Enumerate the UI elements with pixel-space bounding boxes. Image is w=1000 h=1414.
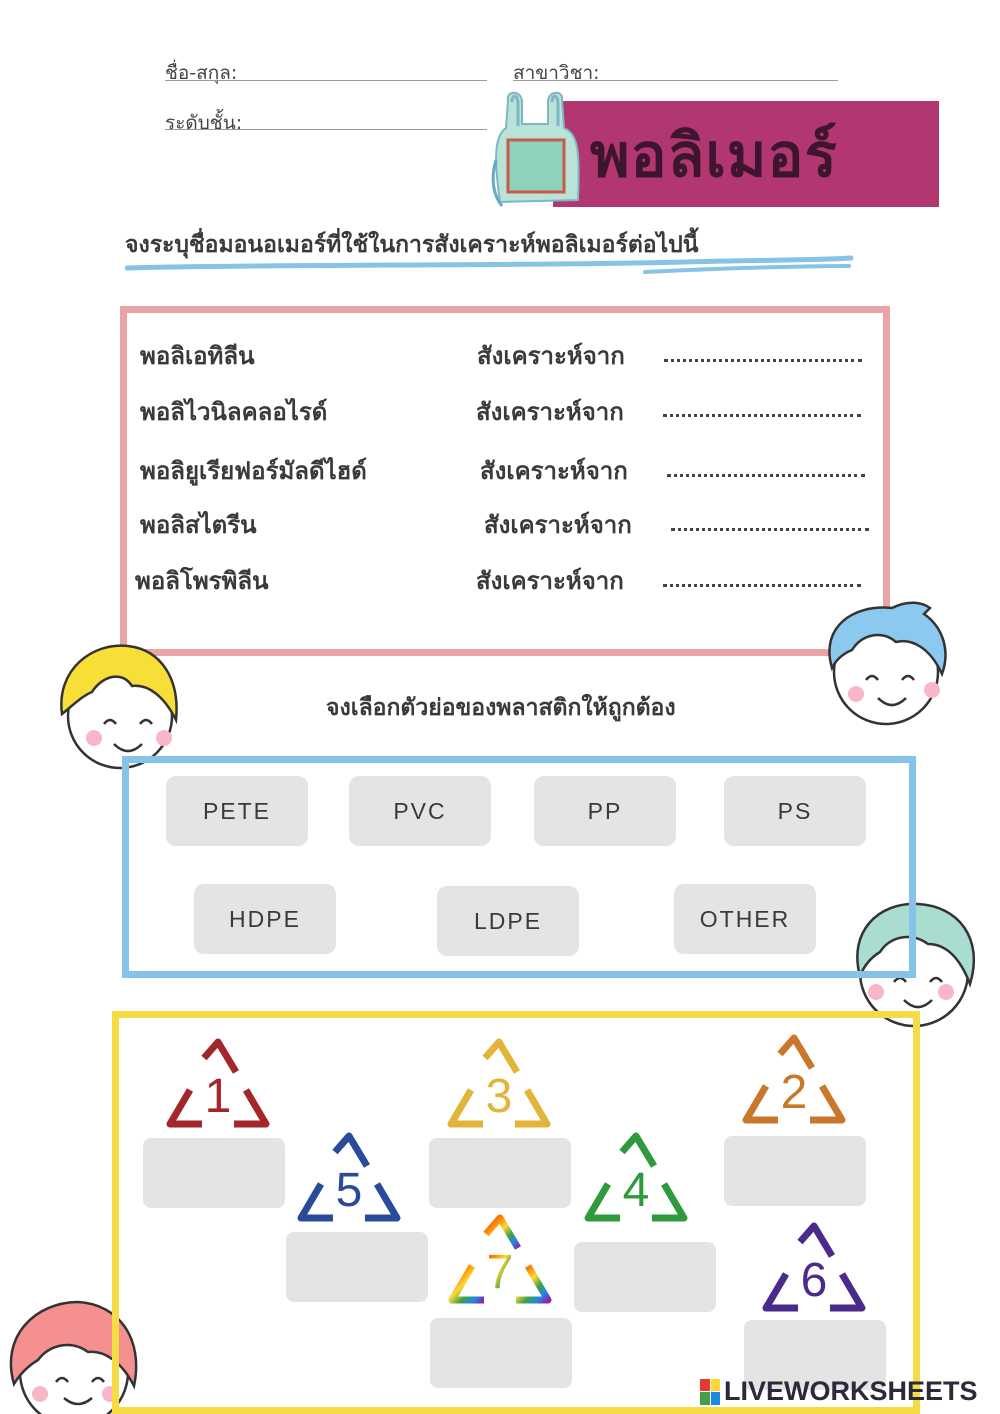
recycle-symbol-1-icon bbox=[162, 1036, 274, 1136]
chip-pp[interactable]: PP bbox=[534, 776, 676, 846]
level-field[interactable] bbox=[165, 129, 487, 130]
plastic-bag-icon bbox=[486, 90, 586, 212]
drop-slot-7[interactable] bbox=[430, 1318, 572, 1388]
section1-instruction: จงระบุชื่อมอนอเมอร์ที่ใช้ในการสังเคราะห์พอลิเมอร์ต่อไปนี้ bbox=[125, 232, 699, 258]
chip-pvc[interactable]: PVC bbox=[349, 776, 491, 846]
blue-hair-face-icon bbox=[812, 598, 952, 730]
recycle-symbol-7-icon bbox=[444, 1212, 556, 1312]
synth-label: สังเคราะห์จาก bbox=[476, 398, 624, 426]
chip-hdpe[interactable]: HDPE bbox=[194, 884, 336, 954]
symbol-number: 5 bbox=[335, 1164, 363, 1217]
logo-mark-icon bbox=[700, 1379, 720, 1405]
answer-blank[interactable] bbox=[663, 584, 861, 587]
recycle-symbol-5-icon bbox=[293, 1130, 405, 1230]
major-field[interactable] bbox=[513, 80, 838, 81]
answer-blank[interactable] bbox=[664, 359, 862, 362]
symbol-number: 4 bbox=[622, 1164, 650, 1217]
chip-pete[interactable]: PETE bbox=[166, 776, 308, 846]
polymer-name: พอลิสไตรีน bbox=[140, 511, 257, 539]
synth-label: สังเคราะห์จาก bbox=[476, 567, 624, 595]
recycle-symbol-2-icon bbox=[738, 1032, 850, 1132]
logo-text: LIVEWORKSHEETS bbox=[724, 1376, 978, 1406]
symbol-number: 3 bbox=[485, 1070, 513, 1123]
liveworksheets-logo bbox=[700, 1376, 978, 1407]
yellow-hair-face-icon bbox=[52, 640, 184, 774]
chip-ps[interactable]: PS bbox=[724, 776, 866, 846]
drop-slot-5[interactable] bbox=[286, 1232, 428, 1302]
synth-label: สังเคราะห์จาก bbox=[480, 457, 628, 485]
recycle-symbol-4-icon bbox=[580, 1130, 692, 1230]
polymer-name: พอลิโพรพิลีน bbox=[135, 567, 269, 595]
page-title: พอลิเมอร์ bbox=[590, 121, 838, 191]
section2-instruction: จงเลือกตัวย่อของพลาสติกให้ถูกต้อง bbox=[326, 695, 676, 721]
synth-label: สังเคราะห์จาก bbox=[484, 511, 632, 539]
drop-slot-3[interactable] bbox=[429, 1138, 571, 1208]
polymer-name: พอลิไวนิลคลอไรด์ bbox=[140, 398, 328, 426]
symbol-number: 6 bbox=[800, 1254, 828, 1307]
drop-slot-1[interactable] bbox=[143, 1138, 285, 1208]
symbol-number: 1 bbox=[204, 1070, 232, 1123]
polymer-name: พอลิเอทิลีน bbox=[140, 342, 255, 370]
name-label: ชื่อ-สกุล: bbox=[165, 62, 238, 84]
recycle-symbol-3-icon bbox=[443, 1036, 555, 1136]
level-label: ระดับชั้น: bbox=[165, 112, 243, 134]
polymer-name: พอลิยูเรียฟอร์มัลดีไฮด์ bbox=[140, 457, 367, 485]
answer-blank[interactable] bbox=[663, 414, 861, 417]
underline-stroke bbox=[125, 254, 855, 276]
chip-ldpe[interactable]: LDPE bbox=[437, 886, 579, 956]
name-field[interactable] bbox=[165, 80, 487, 81]
major-label: สาขาวิชา: bbox=[513, 62, 600, 84]
drop-slot-2[interactable] bbox=[724, 1136, 866, 1206]
answer-blank[interactable] bbox=[671, 528, 869, 531]
answer-blank[interactable] bbox=[667, 474, 865, 477]
symbol-number: 7 bbox=[486, 1246, 514, 1299]
symbol-number: 2 bbox=[780, 1066, 808, 1119]
chip-other[interactable]: OTHER bbox=[674, 884, 816, 954]
synth-label: สังเคราะห์จาก bbox=[477, 342, 625, 370]
recycle-symbol-6-icon bbox=[758, 1220, 870, 1320]
drop-slot-4[interactable] bbox=[574, 1242, 716, 1312]
